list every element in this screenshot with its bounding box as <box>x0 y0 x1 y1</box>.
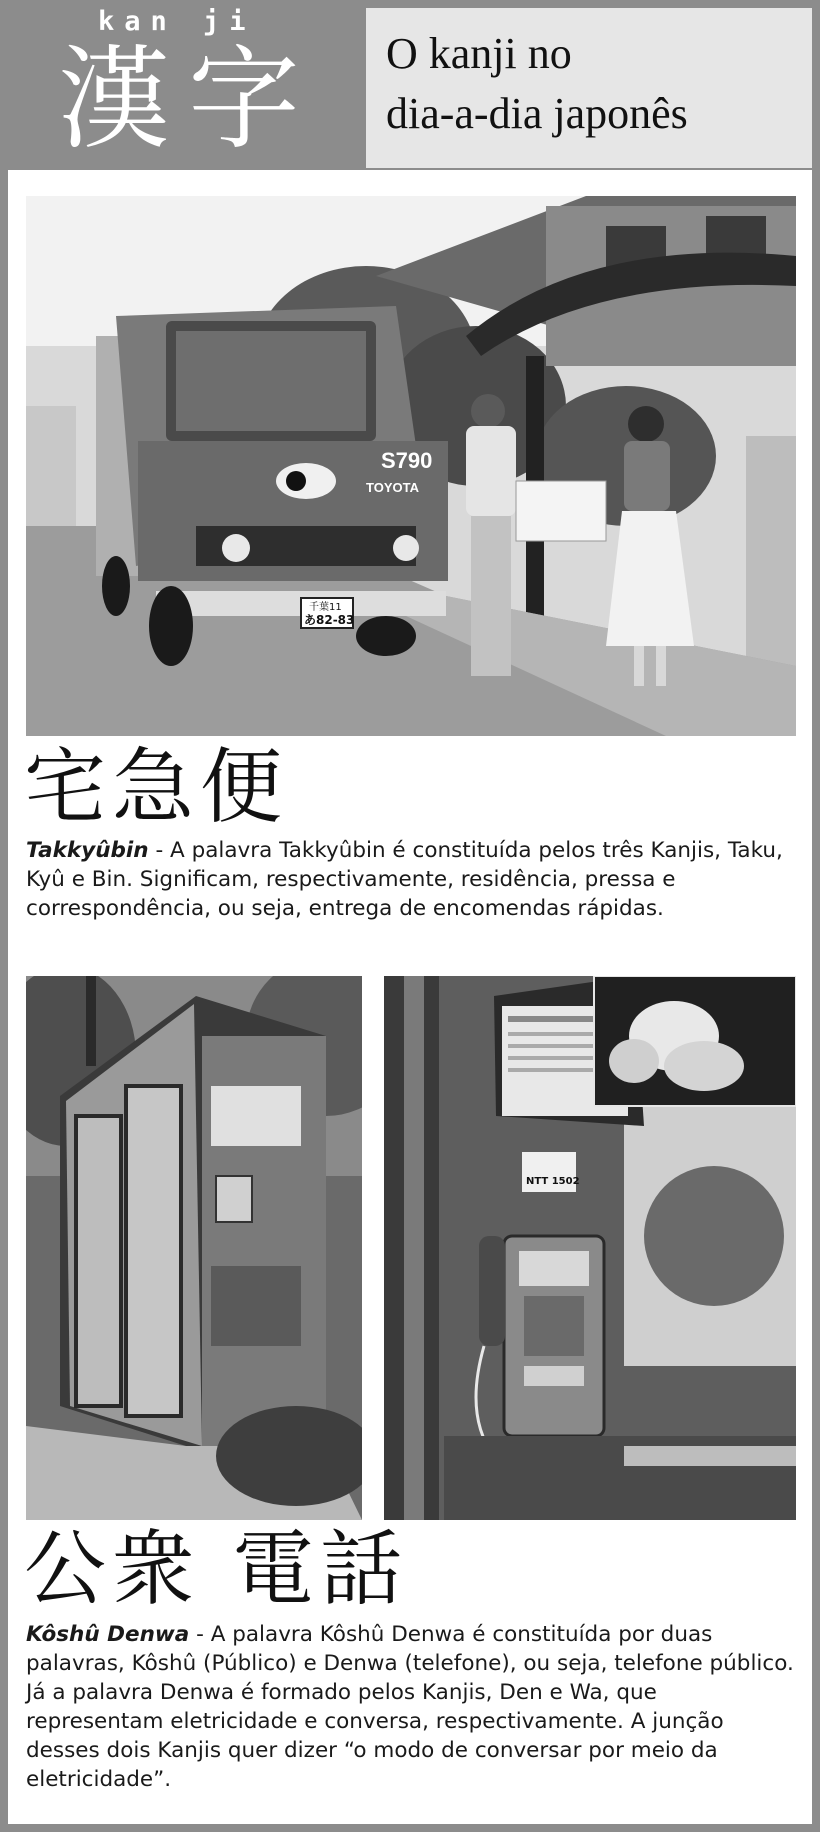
header-kanji-block <box>0 0 364 170</box>
phone-sign-label: NTT 1502 <box>526 1176 580 1187</box>
delivery-truck-photo <box>26 196 796 736</box>
header-romaji: kan ji <box>98 6 256 37</box>
koshu-denwa-description <box>26 1620 796 1794</box>
takkyubin-kanji: 宅急便 <box>24 740 289 835</box>
payphone-photo <box>384 976 796 1520</box>
takkyubin-text: - A palavra Takkyûbin é constituída pelos três Kanjis, Taku, Kyû e Bin. Significam, respectivamente, residência, pressa e correspondência, ou seja, entrega de encomendas rápidas. <box>26 838 783 921</box>
takkyubin-description <box>26 836 796 923</box>
license-plate-bottom: あ82-83 <box>304 613 355 627</box>
header-title-block <box>366 8 812 168</box>
title-line-1: O kanji no <box>386 29 572 78</box>
truck-number-label: S790 <box>381 448 433 473</box>
truck-brand-label: TOYOTA <box>366 480 419 495</box>
page-title <box>386 24 688 144</box>
phone-booth-photo <box>26 976 362 1520</box>
koshu-denwa-term: Kôshû Denwa <box>26 1622 190 1647</box>
koshu-denwa-kanji: 公衆 電話 <box>24 1522 409 1617</box>
title-line-2: dia-a-dia japonês <box>386 89 688 138</box>
takkyubin-term: Takkyûbin <box>26 838 149 863</box>
header-kanji: 漢字 <box>58 35 318 165</box>
license-plate-top: 千葉11 <box>309 602 342 613</box>
koshu-denwa-text: - A palavra Kôshû Denwa é constituída por duas palavras, Kôshû (Público) e Denwa (telefone), ou seja, telefone público. Já a palavra Denwa é formado pelos Kanjis, Den e Wa, que representam eletricidade e conversa, respectivamente. A junção desses dois Kanjis quer dizer “o modo de conversar por meio da eletricidade”. <box>26 1622 794 1792</box>
